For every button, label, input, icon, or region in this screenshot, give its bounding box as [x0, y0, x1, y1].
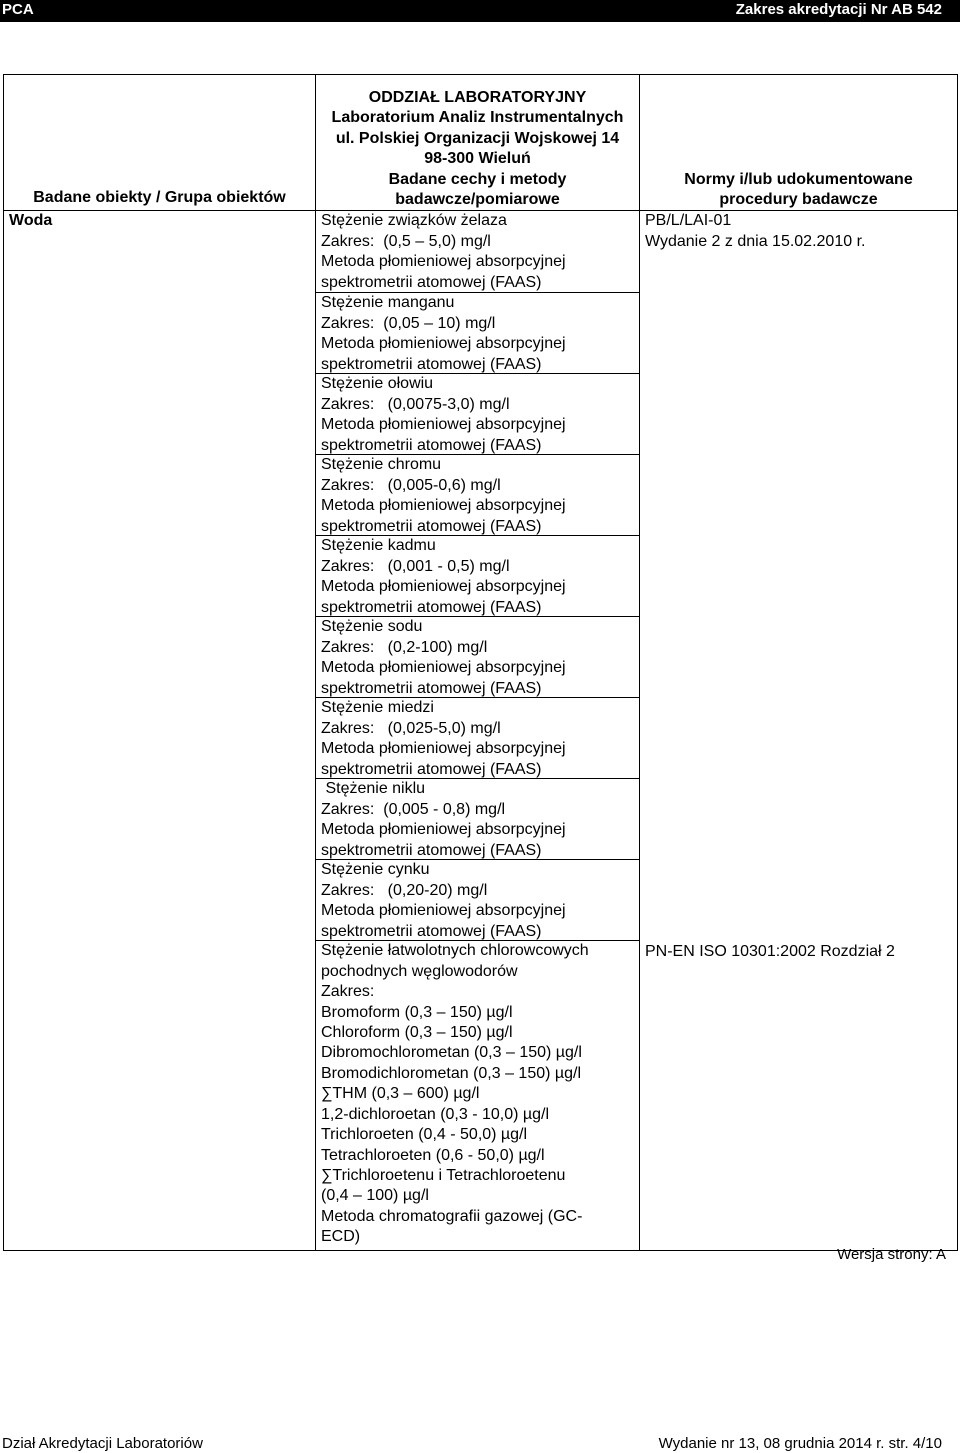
method-method1: Metoda płomieniowej absorpcyjnej	[321, 578, 566, 596]
voc-line: Dibromochlorometan (0,3 – 150) µg/l	[321, 1044, 582, 1062]
standard-1-line-1: PB/L/LAI-01	[645, 212, 732, 230]
method-block	[316, 697, 639, 778]
page-header	[0, 0, 960, 22]
method-name: Stężenie cynku	[321, 861, 430, 879]
method-method2: spektrometrii atomowej (FAAS)	[321, 760, 542, 778]
method-range: Zakres: (0,0075-3,0) mg/l	[321, 395, 510, 413]
method-method2: spektrometrii atomowej (FAAS)	[321, 436, 542, 454]
footer-left: Dział Akredytacji Laboratoriów	[2, 1435, 203, 1452]
method-method2: spektrometrii atomowej (FAAS)	[321, 517, 542, 535]
objects-column-header	[4, 75, 316, 211]
method-range: Zakres: (0,05 – 10) mg/l	[321, 314, 496, 332]
lab-line-3: ul. Polskiej Organizacji Wojskowej 14	[335, 129, 620, 147]
method-name: Stężenie kadmu	[321, 537, 436, 555]
method-method1: Metoda płomieniowej absorpcyjnej	[321, 335, 566, 353]
method-method1: Metoda płomieniowej absorpcyjnej	[321, 253, 566, 271]
features-cell	[316, 211, 640, 1250]
method-name: Stężenie niklu	[321, 780, 426, 798]
standards-header-1: Normy i/lub udokumentowane	[684, 170, 913, 188]
method-range: Zakres: (0,005 - 0,8) mg/l	[321, 800, 506, 818]
method-block	[316, 373, 639, 454]
method-method2: spektrometrii atomowej (FAAS)	[321, 922, 542, 940]
method-block	[316, 616, 639, 697]
standard-2: PN-EN ISO 10301:2002 Rozdział 2	[645, 942, 895, 960]
metals-list	[316, 211, 639, 940]
lab-line-2: Laboratorium Analiz Instrumentalnych	[331, 109, 624, 127]
voc-line: Zakres:	[321, 983, 375, 1001]
method-range: Zakres: (0,001 - 0,5) mg/l	[321, 557, 510, 575]
object-cell	[4, 211, 316, 1250]
method-method2: spektrometrii atomowej (FAAS)	[321, 679, 542, 697]
voc-line: pochodnych węglowodorów	[321, 962, 518, 980]
method-method2: spektrometrii atomowej (FAAS)	[321, 273, 542, 291]
method-block	[316, 211, 639, 292]
method-method1: Metoda płomieniowej absorpcyjnej	[321, 902, 566, 920]
method-name: Stężenie miedzi	[321, 699, 434, 717]
method-block	[316, 454, 639, 535]
method-block	[316, 535, 639, 616]
method-method2: spektrometrii atomowej (FAAS)	[321, 841, 542, 859]
method-method2: spektrometrii atomowej (FAAS)	[321, 355, 542, 373]
method-block	[316, 778, 639, 859]
method-name: Stężenie ołowiu	[321, 375, 434, 393]
method-name: Stężenie manganu	[321, 294, 455, 312]
page-footer	[0, 1428, 960, 1453]
method-range: Zakres: (0,5 – 5,0) mg/l	[321, 232, 491, 250]
footer-right: Wydanie nr 13, 08 grudnia 2014 r. str. 4/10	[658, 1435, 942, 1452]
method-method2: spektrometrii atomowej (FAAS)	[321, 598, 542, 616]
method-method1: Metoda płomieniowej absorpcyjnej	[321, 740, 566, 758]
method-name: Stężenie chromu	[321, 456, 442, 474]
method-method1: Metoda płomieniowej absorpcyjnej	[321, 497, 566, 515]
page-version: Wersja strony: A	[837, 1246, 946, 1263]
method-block	[316, 292, 639, 373]
voc-block	[316, 941, 639, 1249]
accreditation-table	[3, 74, 958, 1251]
features-header-1: Badane cechy i metody	[388, 170, 567, 188]
objects-header-text: Badane obiekty / Grupa obiektów	[33, 189, 286, 207]
method-range: Zakres: (0,2-100) mg/l	[321, 638, 488, 656]
header-left: PCA	[2, 1, 34, 18]
standards-column-header	[640, 75, 958, 211]
voc-line: Metoda chromatografii gazowej (GC-	[321, 1207, 583, 1225]
voc-line: Chloroform (0,3 – 150) µg/l	[321, 1024, 513, 1042]
voc-line: Bromoform (0,3 – 150) µg/l	[321, 1003, 513, 1021]
method-method1: Metoda płomieniowej absorpcyjnej	[321, 416, 566, 434]
method-name: Stężenie związków żelaza	[321, 212, 507, 230]
object-name: Woda	[9, 212, 53, 230]
method-range: Zakres: (0,025-5,0) mg/l	[321, 719, 501, 737]
voc-line: ∑Trichloroetenu i Tetrachloroetenu	[321, 1166, 566, 1184]
lab-line-1: ODDZIAŁ LABORATORYJNY	[368, 89, 587, 106]
method-range: Zakres: (0,20-20) mg/l	[321, 881, 488, 899]
water-row	[4, 211, 958, 1250]
method-name: Stężenie sodu	[321, 618, 423, 636]
voc-line: 1,2-dichloroetan (0,3 - 10,0) µg/l	[321, 1105, 550, 1123]
features-header-2: badawcze/pomiarowe	[395, 191, 560, 209]
voc-line: (0,4 – 100) µg/l	[321, 1187, 429, 1205]
standard-1-line-2: Wydanie 2 z dnia 15.02.2010 r.	[645, 232, 866, 250]
lab-line-4: 98-300 Wieluń	[424, 150, 531, 168]
lab-name-cell	[316, 75, 640, 170]
header-right: Zakres akredytacji Nr AB 542	[735, 1, 942, 18]
voc-line: ECD)	[321, 1228, 361, 1246]
voc-line: Trichloroeten (0,4 - 50,0) µg/l	[321, 1126, 528, 1144]
method-method1: Metoda płomieniowej absorpcyjnej	[321, 821, 566, 839]
standards-cell	[640, 211, 958, 1250]
method-block	[316, 859, 639, 940]
standards-header-2: procedury badawcze	[719, 191, 878, 209]
voc-line: Tetrachloroeten (0,6 - 50,0) µg/l	[321, 1146, 545, 1164]
lab-header-row	[4, 75, 958, 170]
voc-line: Stężenie łatwolotnych chlorowcowych	[321, 942, 589, 960]
voc-line: ∑THM (0,3 – 600) µg/l	[321, 1085, 480, 1103]
features-column-header	[316, 170, 640, 211]
method-method1: Metoda płomieniowej absorpcyjnej	[321, 659, 566, 677]
voc-line: Bromodichlorometan (0,3 – 150) µg/l	[321, 1064, 582, 1082]
method-range: Zakres: (0,005-0,6) mg/l	[321, 476, 501, 494]
